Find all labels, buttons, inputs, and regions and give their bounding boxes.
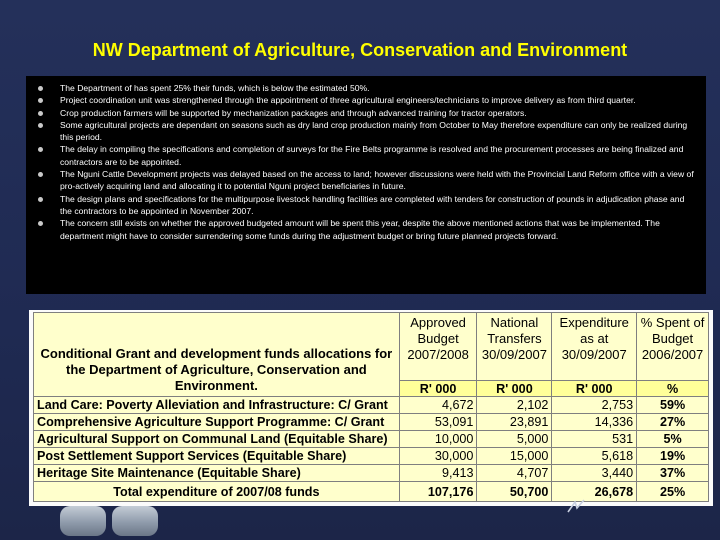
table-title: Conditional Grant and development funds allocations for the Department of Agriculture, Conservation and Environment. [34, 313, 400, 397]
expenditure-cell: 3,440 [552, 465, 637, 482]
pct-cell: 27% [637, 414, 709, 431]
row-label: Post Settlement Support Services (Equitable Share) [34, 448, 400, 465]
table-row [34, 397, 709, 414]
bullet-item [34, 82, 698, 94]
total-row [34, 482, 709, 502]
pointer-icon [566, 498, 588, 514]
unit-cell: R' 000 [552, 381, 637, 397]
expenditure-cell: 14,336 [552, 414, 637, 431]
bullet-text: The design plans and specifications for the multipurpose livestock handling facilities are completed with tenders for construction of pounds in adjudication phase and the contractors to be appointed in November 2007. [60, 193, 685, 216]
bullet-text: Project coordination unit was strengthened through the appointment of three agricultural engineers/technicians to improve delivery as from third quarter. [60, 95, 636, 106]
budget-cell: 30,000 [399, 448, 477, 465]
table-row [34, 448, 709, 465]
budget-cell: 10,000 [399, 431, 477, 448]
bullet-list [34, 82, 698, 242]
bullet-list-panel [26, 76, 706, 294]
table-row [34, 414, 709, 431]
unit-cell: R' 000 [399, 381, 477, 397]
transfers-cell: 2,102 [477, 397, 552, 414]
row-label: Agricultural Support on Communal Land (Equitable Share) [34, 431, 400, 448]
unit-cell: % [637, 381, 709, 397]
table-row [34, 465, 709, 482]
transfers-cell: 23,891 [477, 414, 552, 431]
table-row [34, 431, 709, 448]
budget-cell: 9,413 [399, 465, 477, 482]
bullet-dot-icon [38, 147, 43, 152]
bullet-item [34, 119, 698, 144]
transfers-cell: 5,000 [477, 431, 552, 448]
bullet-item [34, 94, 698, 106]
bullet-text: Crop production farmers will be supported by mechanization packages and through advanced training for tractor operators. [60, 107, 527, 118]
funds-table [33, 312, 709, 502]
column-header-transfers: National Transfers 30/09/2007 [477, 313, 552, 381]
budget-cell: 4,672 [399, 397, 477, 414]
bullet-text: The Nguni Cattle Development projects was delayed based on the access to land; however discussions were held with the Provincial Land Reform office with a view of pro-actively acquiring land and allocating it to potential Nguni project beneficiaries in future. [60, 169, 694, 192]
transfers-cell: 15,000 [477, 448, 552, 465]
bullet-text: The delay in compiling the specifications and completion of surveys for the Fire Belts programme is resolved and the procurement processes are being finalized and contractors are to be appointed. [60, 144, 684, 167]
total-expenditure: 26,678 [552, 482, 637, 502]
total-budget: 107,176 [399, 482, 477, 502]
total-pct: 25% [637, 482, 709, 502]
bullet-item [34, 107, 698, 119]
bullet-text: The Department of has spent 25% their funds, which is below the estimated 50%. [60, 83, 370, 93]
column-header-expenditure: Expenditure as at 30/09/2007 [552, 313, 637, 381]
previous-slide-button[interactable] [60, 506, 106, 536]
pct-cell: 19% [637, 448, 709, 465]
bullet-dot-icon [38, 172, 43, 177]
bullet-item [34, 217, 698, 242]
total-label: Total expenditure of 2007/08 funds [34, 482, 400, 502]
bullet-item [34, 143, 698, 168]
bullet-text: The concern still exists on whether the approved budgeted amount will be spent this year, despite the above mentioned actions that was be implemented. The department might have to consider surrendering some funds during the adjustment budget or bring future planned projects forward. [60, 218, 660, 241]
column-header-budget: Approved Budget 2007/2008 [399, 313, 477, 381]
funds-table-panel [29, 310, 713, 506]
total-transfers: 50,700 [477, 482, 552, 502]
bullet-text: Some agricultural projects are dependant on seasons such as dry land crop production mainly from October to May therefore expenditure can only be realized during this period. [60, 119, 688, 143]
row-label: Land Care: Poverty Alleviation and Infrastructure: C/ Grant [34, 397, 400, 414]
pct-cell: 59% [637, 397, 709, 414]
bullet-dot-icon [38, 221, 43, 226]
pct-cell: 37% [637, 465, 709, 482]
expenditure-cell: 5,618 [552, 448, 637, 465]
bullet-dot-icon [38, 197, 43, 202]
bullet-item [34, 193, 698, 218]
slide-title: NW Department of Agriculture, Conservation and Environment [92, 40, 628, 60]
column-header-pct-spent: % Spent of Budget 2006/2007 [637, 313, 709, 381]
unit-cell: R' 000 [477, 381, 552, 397]
bullet-dot-icon [38, 111, 43, 116]
bullet-dot-icon [38, 123, 43, 128]
budget-cell: 53,091 [399, 414, 477, 431]
transfers-cell: 4,707 [477, 465, 552, 482]
bullet-dot-icon [38, 98, 43, 103]
bullet-item [34, 168, 698, 193]
next-slide-button[interactable] [112, 506, 158, 536]
row-label: Heritage Site Maintenance (Equitable Share) [34, 465, 400, 482]
pct-cell: 5% [637, 431, 709, 448]
expenditure-cell: 2,753 [552, 397, 637, 414]
expenditure-cell: 531 [552, 431, 637, 448]
table-body [34, 397, 709, 482]
row-label: Comprehensive Agriculture Support Programme: C/ Grant [34, 414, 400, 431]
bullet-dot-icon [38, 86, 43, 91]
